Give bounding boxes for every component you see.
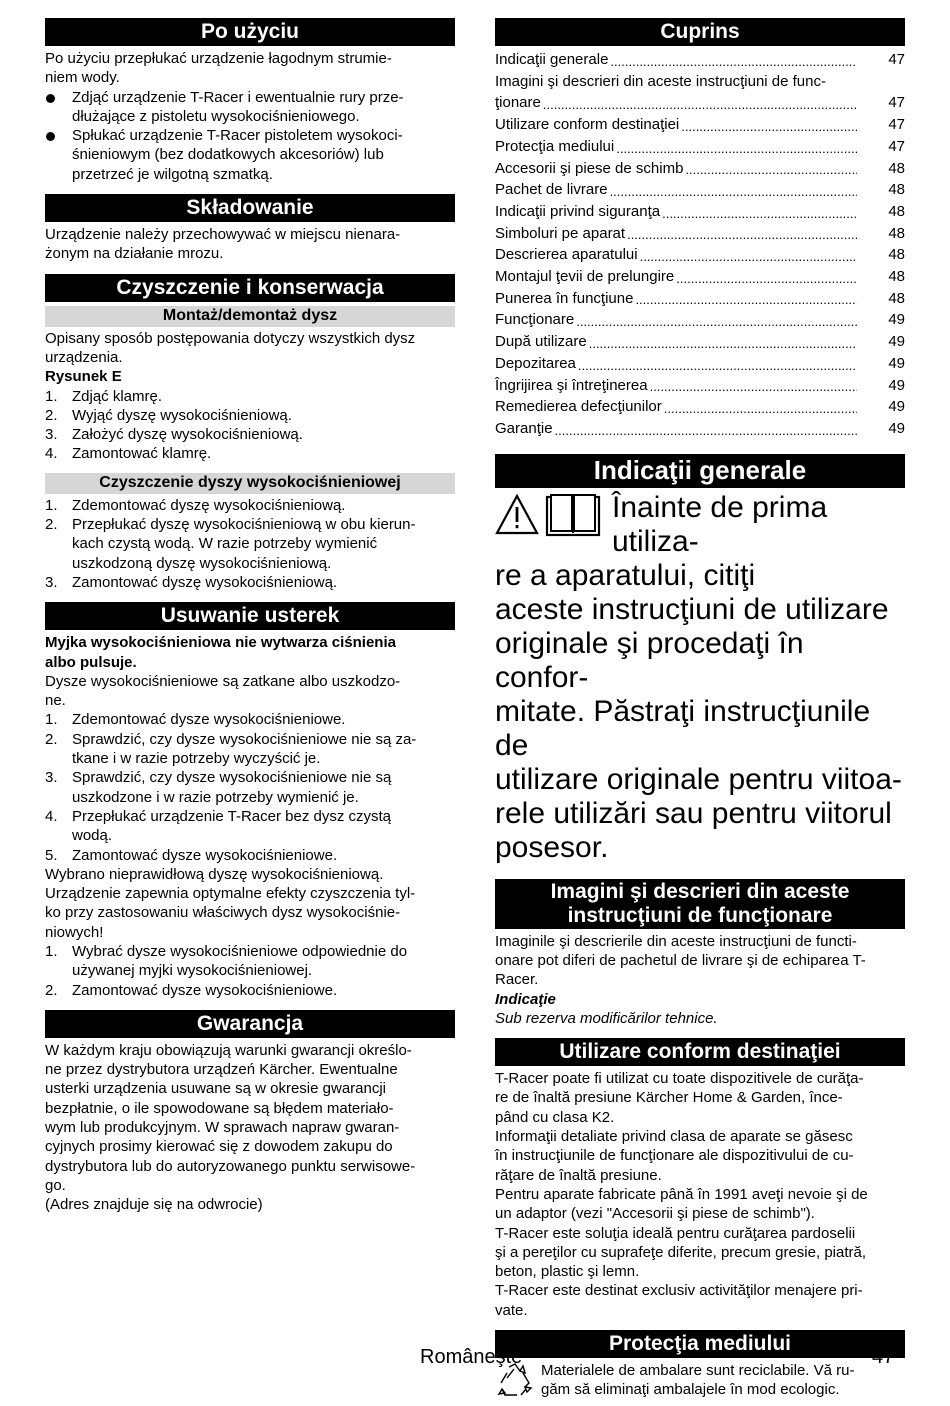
- list-number: 2.: [45, 406, 58, 424]
- list-item: [45, 730, 455, 769]
- list-number: 5.: [45, 846, 58, 864]
- problem-statement: Myjka wysokociśnieniowa nie wytwarza ciśnienia albo pulsuje.: [45, 634, 396, 671]
- toc-entry[interactable]: [495, 396, 905, 418]
- page-number: 47: [872, 1346, 895, 1368]
- list-item: [45, 942, 455, 981]
- bullet-text: Zdjąć urządzenie T-Racer i ewentualnie rury prze- dłużające z pistoletu wysokociśnieniowego.: [72, 88, 404, 125]
- toc-page: 48: [888, 224, 905, 242]
- list-item: [45, 515, 455, 573]
- list-item: [45, 807, 455, 846]
- list-text: Sprawdzić, czy dysze wysokociśnieniowe nie są uszkodzone i w razie potrzeby wymienić je.: [72, 769, 392, 806]
- list-text: Zdjąć klamrę.: [72, 387, 163, 405]
- list-item: [45, 425, 455, 444]
- toc-title: După utilizare: [495, 333, 587, 351]
- section-heading-gwarancja: Gwarancja: [45, 1010, 455, 1038]
- list-text: Zdemontować dyszę wysokociśnieniową.: [72, 496, 346, 514]
- section-heading-czyszczenie: Czyszczenie i konserwacja: [45, 274, 455, 302]
- toc-entry[interactable]: [495, 266, 905, 288]
- toc-leader: [640, 248, 857, 266]
- toc-leader: [578, 357, 857, 375]
- bullet-icon: [45, 88, 72, 127]
- warning-triangle-icon: [495, 493, 539, 535]
- toc-title: Remedierea defecţiunilor: [495, 398, 662, 416]
- toc-page: 49: [888, 376, 905, 394]
- toc-entry[interactable]: [495, 223, 905, 245]
- bullet-text: Spłukać urządzenie T-Racer pistoletem wysokoci- śnieniowym (bez dodatkowych akcesoriów) lub przetrzeć je wilgotną szmatką.: [72, 127, 403, 183]
- toc-entry[interactable]: [495, 375, 905, 397]
- list-text: Zdemontować dysze wysokociśnieniowe.: [72, 711, 346, 729]
- paragraph: Urządzenie należy przechowywać w miejscu nienara- żonym na działanie mrozu.: [45, 226, 401, 263]
- toc-title-cont: ţionare: [495, 94, 541, 112]
- list-number: 3.: [45, 426, 58, 444]
- section-heading-usuwanie: Usuwanie usterek: [45, 602, 455, 630]
- table-of-contents: [495, 49, 905, 440]
- toc-title: Imagini şi descrieri din aceste instrucţiuni de func-: [495, 72, 826, 90]
- toc-leader: [610, 183, 857, 201]
- toc-title: Garanţie: [495, 419, 553, 437]
- toc-page: 48: [888, 268, 905, 286]
- list-item: [45, 387, 455, 406]
- toc-title: Descrierea aparatului: [495, 246, 638, 264]
- toc-leader: [676, 270, 857, 288]
- list-text: Zamontować dysze wysokociśnieniowe.: [72, 981, 338, 999]
- section-heading-imagini: Imagini şi descrieri din aceste instrucţiuni de funcţionare: [495, 879, 905, 929]
- list-item: [45, 981, 455, 1000]
- toc-entry[interactable]: [495, 49, 905, 71]
- list-number: 2.: [45, 730, 58, 748]
- list-text: Wyjąć dyszę wysokociśnieniową.: [72, 406, 292, 424]
- list-text: Przepłukać dyszę wysokociśnieniową w obu kierun- kach czystą wodą. W razie potrzeby wymienić uszkodzoną dyszę wysokociśnieniową.: [72, 516, 416, 572]
- list-number: 2.: [45, 981, 58, 999]
- toc-entry[interactable]: [495, 71, 905, 114]
- toc-title: Pachet de livrare: [495, 181, 608, 199]
- toc-entry[interactable]: [495, 114, 905, 136]
- toc-leader: [589, 335, 857, 353]
- list-text: Sprawdzić, czy dysze wysokociśnieniowe nie są za- tkane i w razie potrzeby wyczyścić je.: [72, 730, 417, 768]
- list-item: [45, 496, 455, 515]
- paragraph: Po użyciu przepłukać urządzenie łagodnym strumie- niem wody.: [45, 50, 392, 87]
- toc-title: Indicaţii generale: [495, 51, 609, 68]
- toc-title: Îngrijirea şi întreţinerea: [495, 376, 648, 394]
- paragraph: Materialele de ambalare sunt reciclabile. Vă ru- găm să eliminaţi ambalajele în mod ecologic.: [541, 1362, 855, 1399]
- toc-title: Utilizare conform destinaţiei: [495, 116, 680, 134]
- toc-leader: [662, 205, 857, 223]
- list-number: 1.: [45, 942, 58, 960]
- section-heading-skladowanie: Składowanie: [45, 194, 455, 222]
- toc-entry[interactable]: [495, 201, 905, 223]
- list-number: 4.: [45, 445, 58, 463]
- toc-leader: [627, 226, 857, 244]
- list-text: Zamontować dysze wysokociśnieniowe.: [72, 846, 338, 864]
- paragraph: T-Racer poate fi utilizat cu toate dispozitivele de curăţa- re de înaltă presiune Kärcher Home & Garden, înce- pând cu clasa K2. Informaţii detaliate privind clasa de aparate se găsesc în instrucţiunile de funcţionare ale dispozitivului de cu- răţare de înaltă presiune. Pentru aparate fabricate până în 1991 aveţi nevoie şi de un adaptor (vezi "Accesorii şi piese de schimb"). T-Racer este soluţia ideală pentru curăţarea pardoselii şi a pereţilor cu suprafeţe diferite, precum gresie, piatră, beton, plastic şi lemn. T-Racer este destinat exclusiv activităţilor menajere pri- vate.: [495, 1070, 868, 1319]
- toc-entry[interactable]: [495, 179, 905, 201]
- toc-leader: [685, 161, 857, 179]
- toc-title: Protecţia mediului: [495, 137, 615, 155]
- list-item: [45, 846, 455, 865]
- paragraph: Imaginile şi descrierile din aceste instrucţiuni de functi- onare pot diferi de pachetul de livrare şi de echiparea T- Racer.: [495, 932, 866, 989]
- toc-entry[interactable]: [495, 353, 905, 375]
- toc-page: 49: [888, 398, 905, 416]
- toc-page: 47: [888, 137, 905, 155]
- toc-leader: [681, 118, 857, 136]
- toc-leader: [664, 400, 857, 418]
- toc-page: 48: [888, 159, 905, 177]
- note-text: Sub rezerva modificărilor tehnice.: [495, 1009, 718, 1027]
- toc-title: Funcţionare: [495, 311, 575, 329]
- list-text: Założyć dyszę wysokociśnieniową.: [72, 426, 303, 444]
- toc-title: Simboluri pe aparat: [495, 224, 626, 242]
- read-manual-book-icon: [545, 491, 601, 537]
- subheading-czyszczenie-dyszy: Czyszczenie dyszy wysokociśnieniowej: [45, 473, 455, 494]
- list-number: 4.: [45, 807, 58, 825]
- list-text: Wybrać dysze wysokociśnieniowe odpowiednie do używanej myjki wysokociśnieniowej.: [72, 942, 408, 980]
- toc-title: Punerea în funcţiune: [495, 289, 634, 307]
- toc-entry[interactable]: [495, 331, 905, 353]
- toc-page: 48: [888, 202, 905, 220]
- toc-entry[interactable]: [495, 418, 905, 440]
- toc-leader: [555, 422, 857, 440]
- list-number: 3.: [45, 769, 58, 787]
- list-number: 1.: [45, 711, 58, 729]
- toc-entry[interactable]: [495, 158, 905, 180]
- toc-page: 48: [888, 289, 905, 307]
- list-item: [45, 573, 455, 592]
- toc-leader: [616, 140, 857, 158]
- toc-title: Accesorii şi piese de schimb: [495, 159, 684, 177]
- toc-leader: [635, 291, 857, 309]
- environment-notice: [495, 1361, 905, 1406]
- toc-page: 47: [888, 94, 905, 112]
- right-column: [495, 18, 905, 1406]
- footer-language: Româneşte: [420, 1346, 523, 1368]
- list-text: Zamontować dyszę wysokociśnieniową.: [72, 573, 338, 591]
- bullet-icon: [45, 126, 72, 184]
- list-text: Zamontować klamrę.: [72, 445, 212, 463]
- list-number: 2.: [45, 516, 58, 534]
- figure-reference: Rysunek E: [45, 368, 122, 386]
- list-item: [45, 710, 455, 729]
- toc-page: 49: [888, 311, 905, 329]
- toc-page: 49: [888, 333, 905, 351]
- toc-page: 48: [888, 246, 905, 264]
- toc-page: 49: [888, 354, 905, 372]
- list-number: 3.: [45, 573, 58, 591]
- toc-entry[interactable]: [495, 244, 905, 266]
- list-number: 1.: [45, 496, 58, 514]
- bullet-item: [45, 126, 455, 184]
- paragraph: Wybrano nieprawidłową dyszę wysokociśnieniową. Urządzenie zapewnia optymalne efekty czyszczenia tyl- ko przy zastosowaniu właściwych dysz wysokociśnie- niowych!: [45, 865, 416, 941]
- list-item: [45, 406, 455, 425]
- toc-entry[interactable]: [495, 288, 905, 310]
- section-heading-po-uzyciu: Po użyciu: [45, 18, 455, 46]
- toc-leader: [576, 313, 857, 331]
- bullet-item: [45, 88, 455, 127]
- toc-page: 47: [888, 116, 905, 134]
- toc-title: Montajul ţevii de prelungire: [495, 268, 675, 286]
- toc-leader: [610, 53, 857, 71]
- paragraph: Opisany sposób postępowania dotyczy wszystkich dysz urządzenia.: [45, 329, 416, 366]
- toc-title: Depozitarea: [495, 354, 576, 372]
- subheading-montaz: Montaż/demontaż dysz: [45, 306, 455, 327]
- toc-entry[interactable]: [495, 309, 905, 331]
- list-item: [45, 768, 455, 807]
- list-number: 1.: [45, 387, 58, 405]
- toc-page: 48: [888, 181, 905, 199]
- section-heading-utilizare: Utilizare conform destinaţiei: [495, 1038, 905, 1066]
- section-heading-protectia: Protecţia mediului: [495, 1330, 905, 1358]
- section-heading-cuprins: Cuprins: [495, 18, 905, 46]
- notice-text: Înainte de prima utiliza- re a aparatului, citiţi aceste instrucţiuni de utilizare originale şi procedaţi în confor- mitate. Păstraţi instrucţiunile de utilizare originale pentru viitoa- rele utilizări sau pentru viitorul posesor.: [495, 490, 902, 864]
- toc-leader: [650, 378, 857, 396]
- left-column: [45, 18, 455, 1215]
- list-text: Przepłukać urządzenie T-Racer bez dysz czystą wodą.: [72, 807, 392, 845]
- section-heading-indicatii: Indicaţii generale: [495, 454, 905, 488]
- paragraph: Dysze wysokociśnieniowe są zatkane albo uszkodzo- ne.: [45, 672, 401, 710]
- toc-entry[interactable]: [495, 136, 905, 158]
- paragraph: W każdym kraju obowiązują warunki gwarancji określo- ne przez dystrybutora urządzeń Kärcher. Ewentualne usterki urządzenia usuwane są w okresie gwarancji bezpłatnie, o ile spowodowane są błędem materiało- wym lub produkcyjnym. W sprawach napraw gwaran- cyjnych prosimy kierować się z dowodem zakupu do dystrybutora lub do autoryzowanego punktu serwisowe- go. (Adres znajduje się na odwrocie): [45, 1041, 416, 1214]
- general-notice: [495, 491, 905, 865]
- toc-leader: [543, 96, 857, 114]
- notice-icons: [495, 491, 610, 537]
- toc-page: 47: [888, 51, 905, 68]
- note-label: Indicaţie: [495, 990, 556, 1008]
- toc-page: 49: [888, 419, 905, 437]
- list-item: [45, 444, 455, 463]
- toc-title: Indicaţii privind siguranţa: [495, 202, 661, 220]
